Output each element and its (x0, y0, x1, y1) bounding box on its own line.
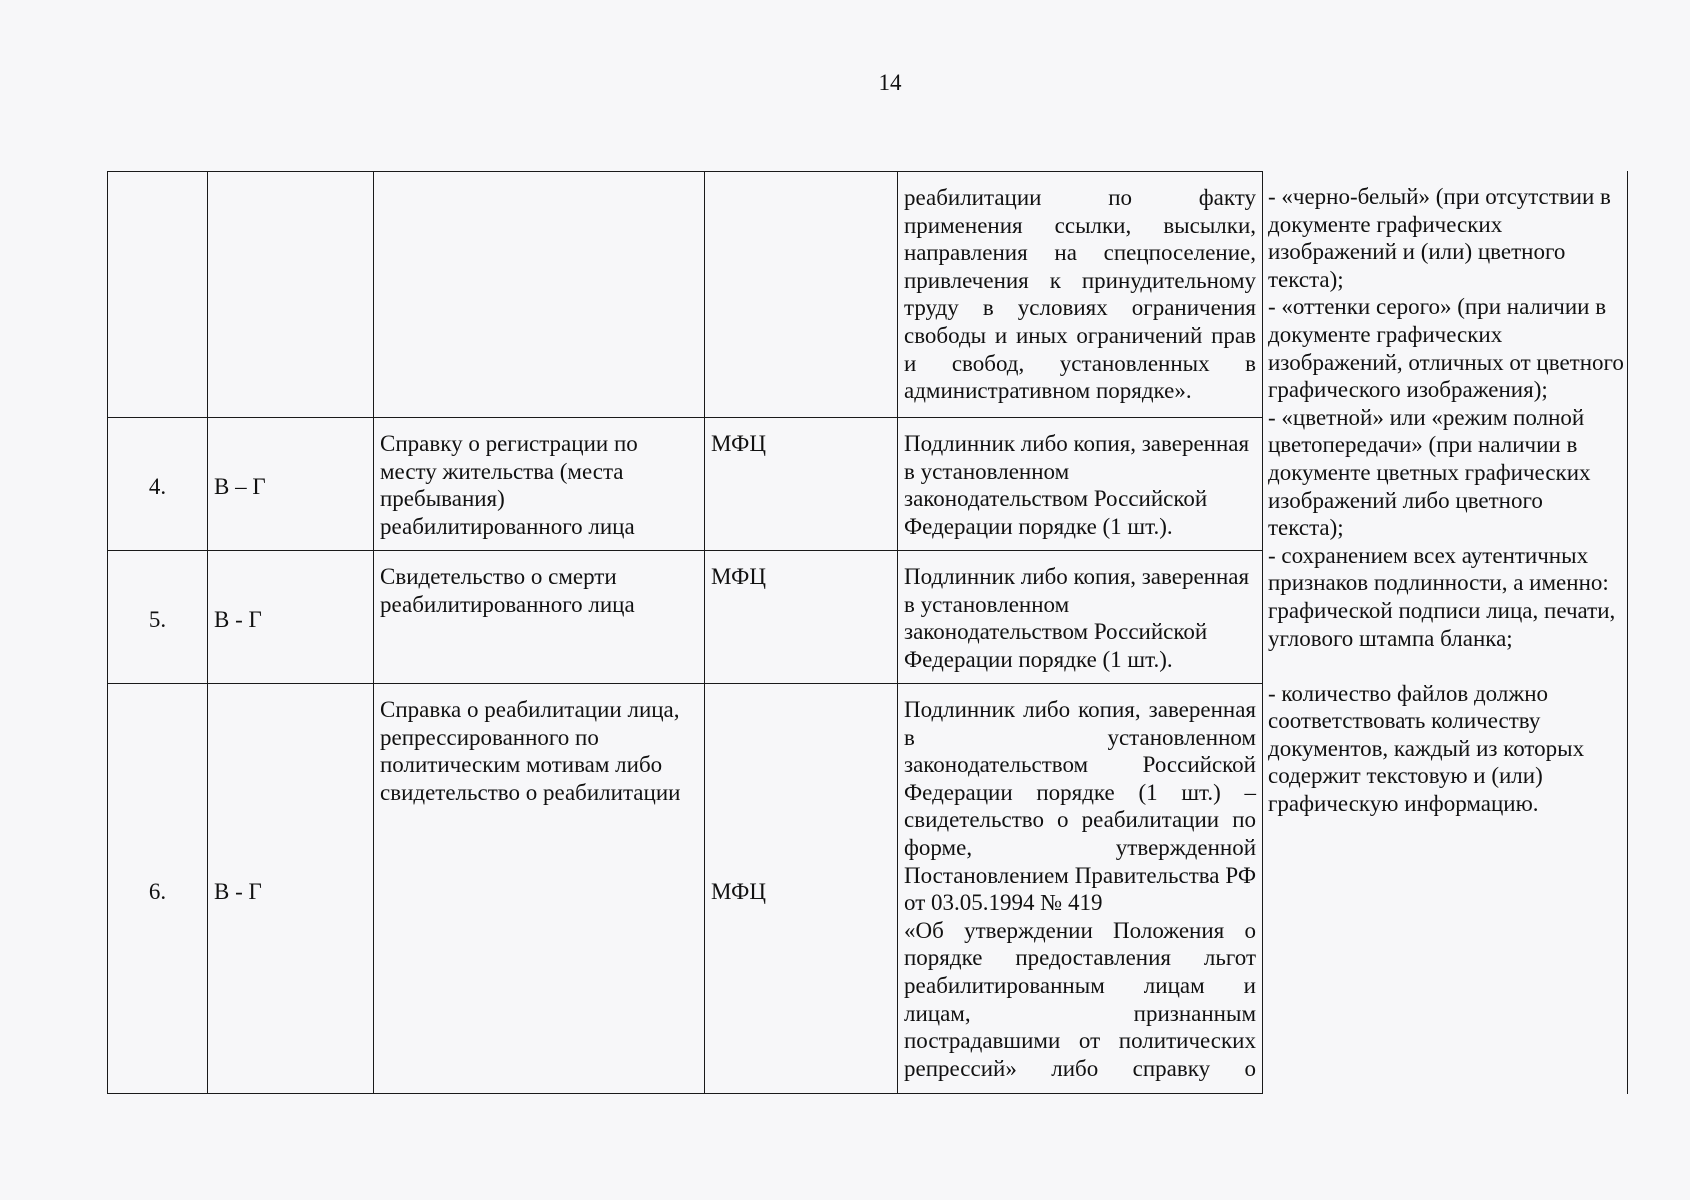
source-cell: МФЦ (705, 551, 898, 684)
stage-cell: В - Г (208, 684, 374, 1094)
requirements-cell (898, 684, 1263, 1094)
row-number-cell: 6. (108, 684, 208, 1094)
stage-cell (208, 172, 374, 418)
stage-cell: В – Г (208, 418, 374, 551)
document-name-cell: Справку о регистрации по месту жительства (места пребывания) реабилитированного лица (374, 418, 705, 551)
requirements-part-2: «Об утверждении Положения о порядке предоставления льгот реабилитированным лицам и лицам, признанным пострадавшими от политических репрессий» либо справку о (904, 917, 1256, 1081)
format-note-item: - «оттенки серого» (при наличии в документе графических изображений, отличных от цветного графического изображения); (1268, 294, 1624, 403)
source-cell (705, 684, 898, 1094)
row-number-cell (108, 172, 208, 418)
format-note-item: - сохранением всех аутентичных признаков подлинности, а именно: графической подписи лица, печати, углового штампа бланка; (1268, 542, 1616, 651)
requirements-part-1: Подлинник либо копия, заверенная в установленном законодательством Российской Федерации порядке (1 шт.) – свидетельство о реабилитации по форме, утвержденной Постановлением Правительства РФ от 03.05.1994 № 419 (904, 697, 1256, 916)
format-note-item: - «цветной» или «режим полной цветопередачи» (при наличии в документе цветных графических изображений либо цветного текста); (1268, 404, 1591, 541)
document-name-cell (374, 172, 705, 418)
document-name-cell: Свидетельство о смерти реабилитированного лица (374, 551, 705, 684)
source-cell: МФЦ (705, 418, 898, 551)
source-cell (705, 172, 898, 418)
source-label: МФЦ (711, 878, 766, 904)
page-number: 14 (878, 70, 902, 95)
format-note-gap (1268, 652, 1624, 680)
format-notes (1268, 183, 1624, 818)
format-note-item: - «черно-белый» (при отсутствии в документе графических изображений и (или) цветного текста); (1268, 184, 1611, 292)
requirements-cell: реабилитации по факту применения ссылки, высылки, направления на спецпоселение, привлечения к принудительному труду в условиях ограничения свободы и иных ограничений прав и свобод, установленных в административном порядке». (898, 172, 1263, 418)
stage-cell: В - Г (208, 551, 374, 684)
document-name-cell: Справка о реабилитации лица, репрессированного по политическим мотивам либо свидетельство о реабилитации (374, 684, 705, 1094)
format-note-item: - количество файлов должно соответствовать количеству документов, каждый из которых содержит текстовую и (или) графическую информацию. (1268, 680, 1585, 817)
row-number-cell: 4. (108, 418, 208, 551)
requirements-cell: Подлинник либо копия, заверенная в установленном законодательством Российской Федерации порядке (1 шт.). (898, 418, 1263, 551)
row-number-cell: 5. (108, 551, 208, 684)
requirements-cell: Подлинник либо копия, заверенная в установленном законодательством Российской Федерации порядке (1 шт.). (898, 551, 1263, 684)
right-border-line (1627, 171, 1628, 1094)
